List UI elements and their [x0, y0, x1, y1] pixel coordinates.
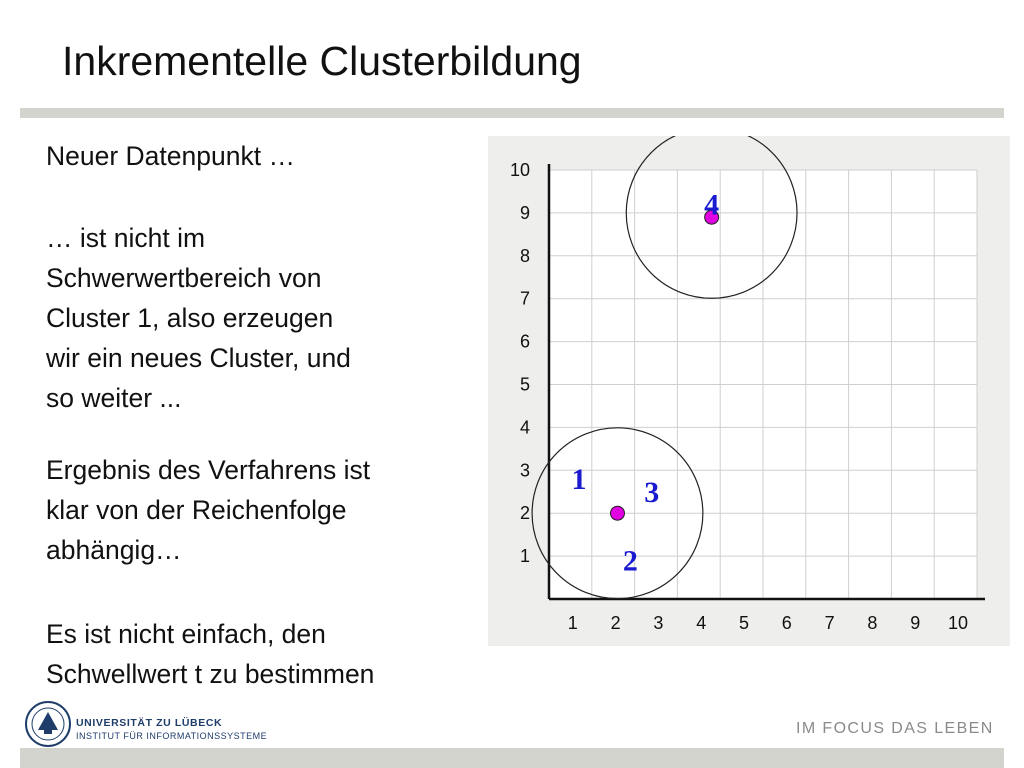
- x-tick-label: 7: [824, 613, 835, 633]
- plot-grid: [549, 170, 977, 599]
- text-line: Ergebnis des Verfahrens ist: [46, 455, 371, 485]
- cluster-number-label: 2: [622, 544, 638, 578]
- slogan: IM FOCUS DAS LEBEN: [796, 720, 994, 737]
- university-name: UNIVERSITÄT ZU LÜBECK: [76, 717, 223, 729]
- paragraph-not-in-range: [46, 218, 486, 418]
- text-line: so weiter ...: [46, 383, 182, 413]
- cluster-number-label: 3: [644, 475, 660, 509]
- paragraph-new-datapoint: [46, 136, 486, 176]
- y-tick-label: 4: [519, 417, 530, 438]
- y-tick-label: 8: [519, 245, 530, 266]
- text-line: … ist nicht im: [46, 223, 206, 253]
- x-tick-label: 4: [696, 613, 707, 633]
- y-tick-label: 7: [519, 288, 530, 309]
- x-tick-label: 10: [947, 613, 969, 633]
- scatter-plot: [488, 136, 1010, 646]
- text-line: abhängig…: [46, 535, 182, 565]
- text-line: Schwerwertbereich von: [46, 263, 322, 293]
- text-line: Schwellwert t zu bestimmen: [46, 659, 375, 689]
- y-tick-label: 5: [519, 374, 530, 395]
- slide-title: Inkrementelle Clusterbildung: [62, 38, 582, 84]
- y-tick-label: 2: [519, 503, 530, 524]
- title-divider: [20, 108, 1004, 118]
- text-line: Cluster 1, also erzeugen: [46, 303, 334, 333]
- footer-bar: [20, 748, 1004, 768]
- y-tick-label: 1: [519, 546, 530, 567]
- text-line: Es ist nicht einfach, den: [46, 619, 326, 649]
- cluster-number-label: 4: [704, 188, 720, 222]
- scatter-plot-panel: [488, 136, 1010, 646]
- cluster-number-label: 1: [571, 462, 587, 496]
- y-tick-label: 10: [509, 160, 530, 180]
- university-seal-icon: [24, 700, 72, 748]
- x-tick-label: 6: [781, 613, 792, 633]
- institute-name: INSTITUT FÜR INFORMATIONSSYSTEME: [76, 731, 268, 741]
- y-tick-label: 6: [519, 331, 530, 352]
- paragraph-threshold: [46, 614, 486, 694]
- y-tick-label: 9: [519, 202, 530, 223]
- x-tick-label: 8: [867, 613, 878, 633]
- x-tick-label: 5: [738, 613, 750, 633]
- paragraph-order-dependent: [46, 450, 486, 570]
- text-line: wir ein neues Cluster, und: [46, 343, 351, 373]
- text-line: klar von der Reichenfolge: [46, 495, 347, 525]
- y-tick-label: 3: [519, 460, 530, 481]
- x-tick-label: 9: [910, 613, 921, 633]
- x-tick-label: 1: [567, 613, 578, 633]
- x-tick-label: 3: [653, 613, 664, 633]
- x-tick-label: 2: [610, 613, 621, 633]
- data-point: [610, 506, 624, 520]
- text-line: Neuer Datenpunkt …: [46, 141, 295, 171]
